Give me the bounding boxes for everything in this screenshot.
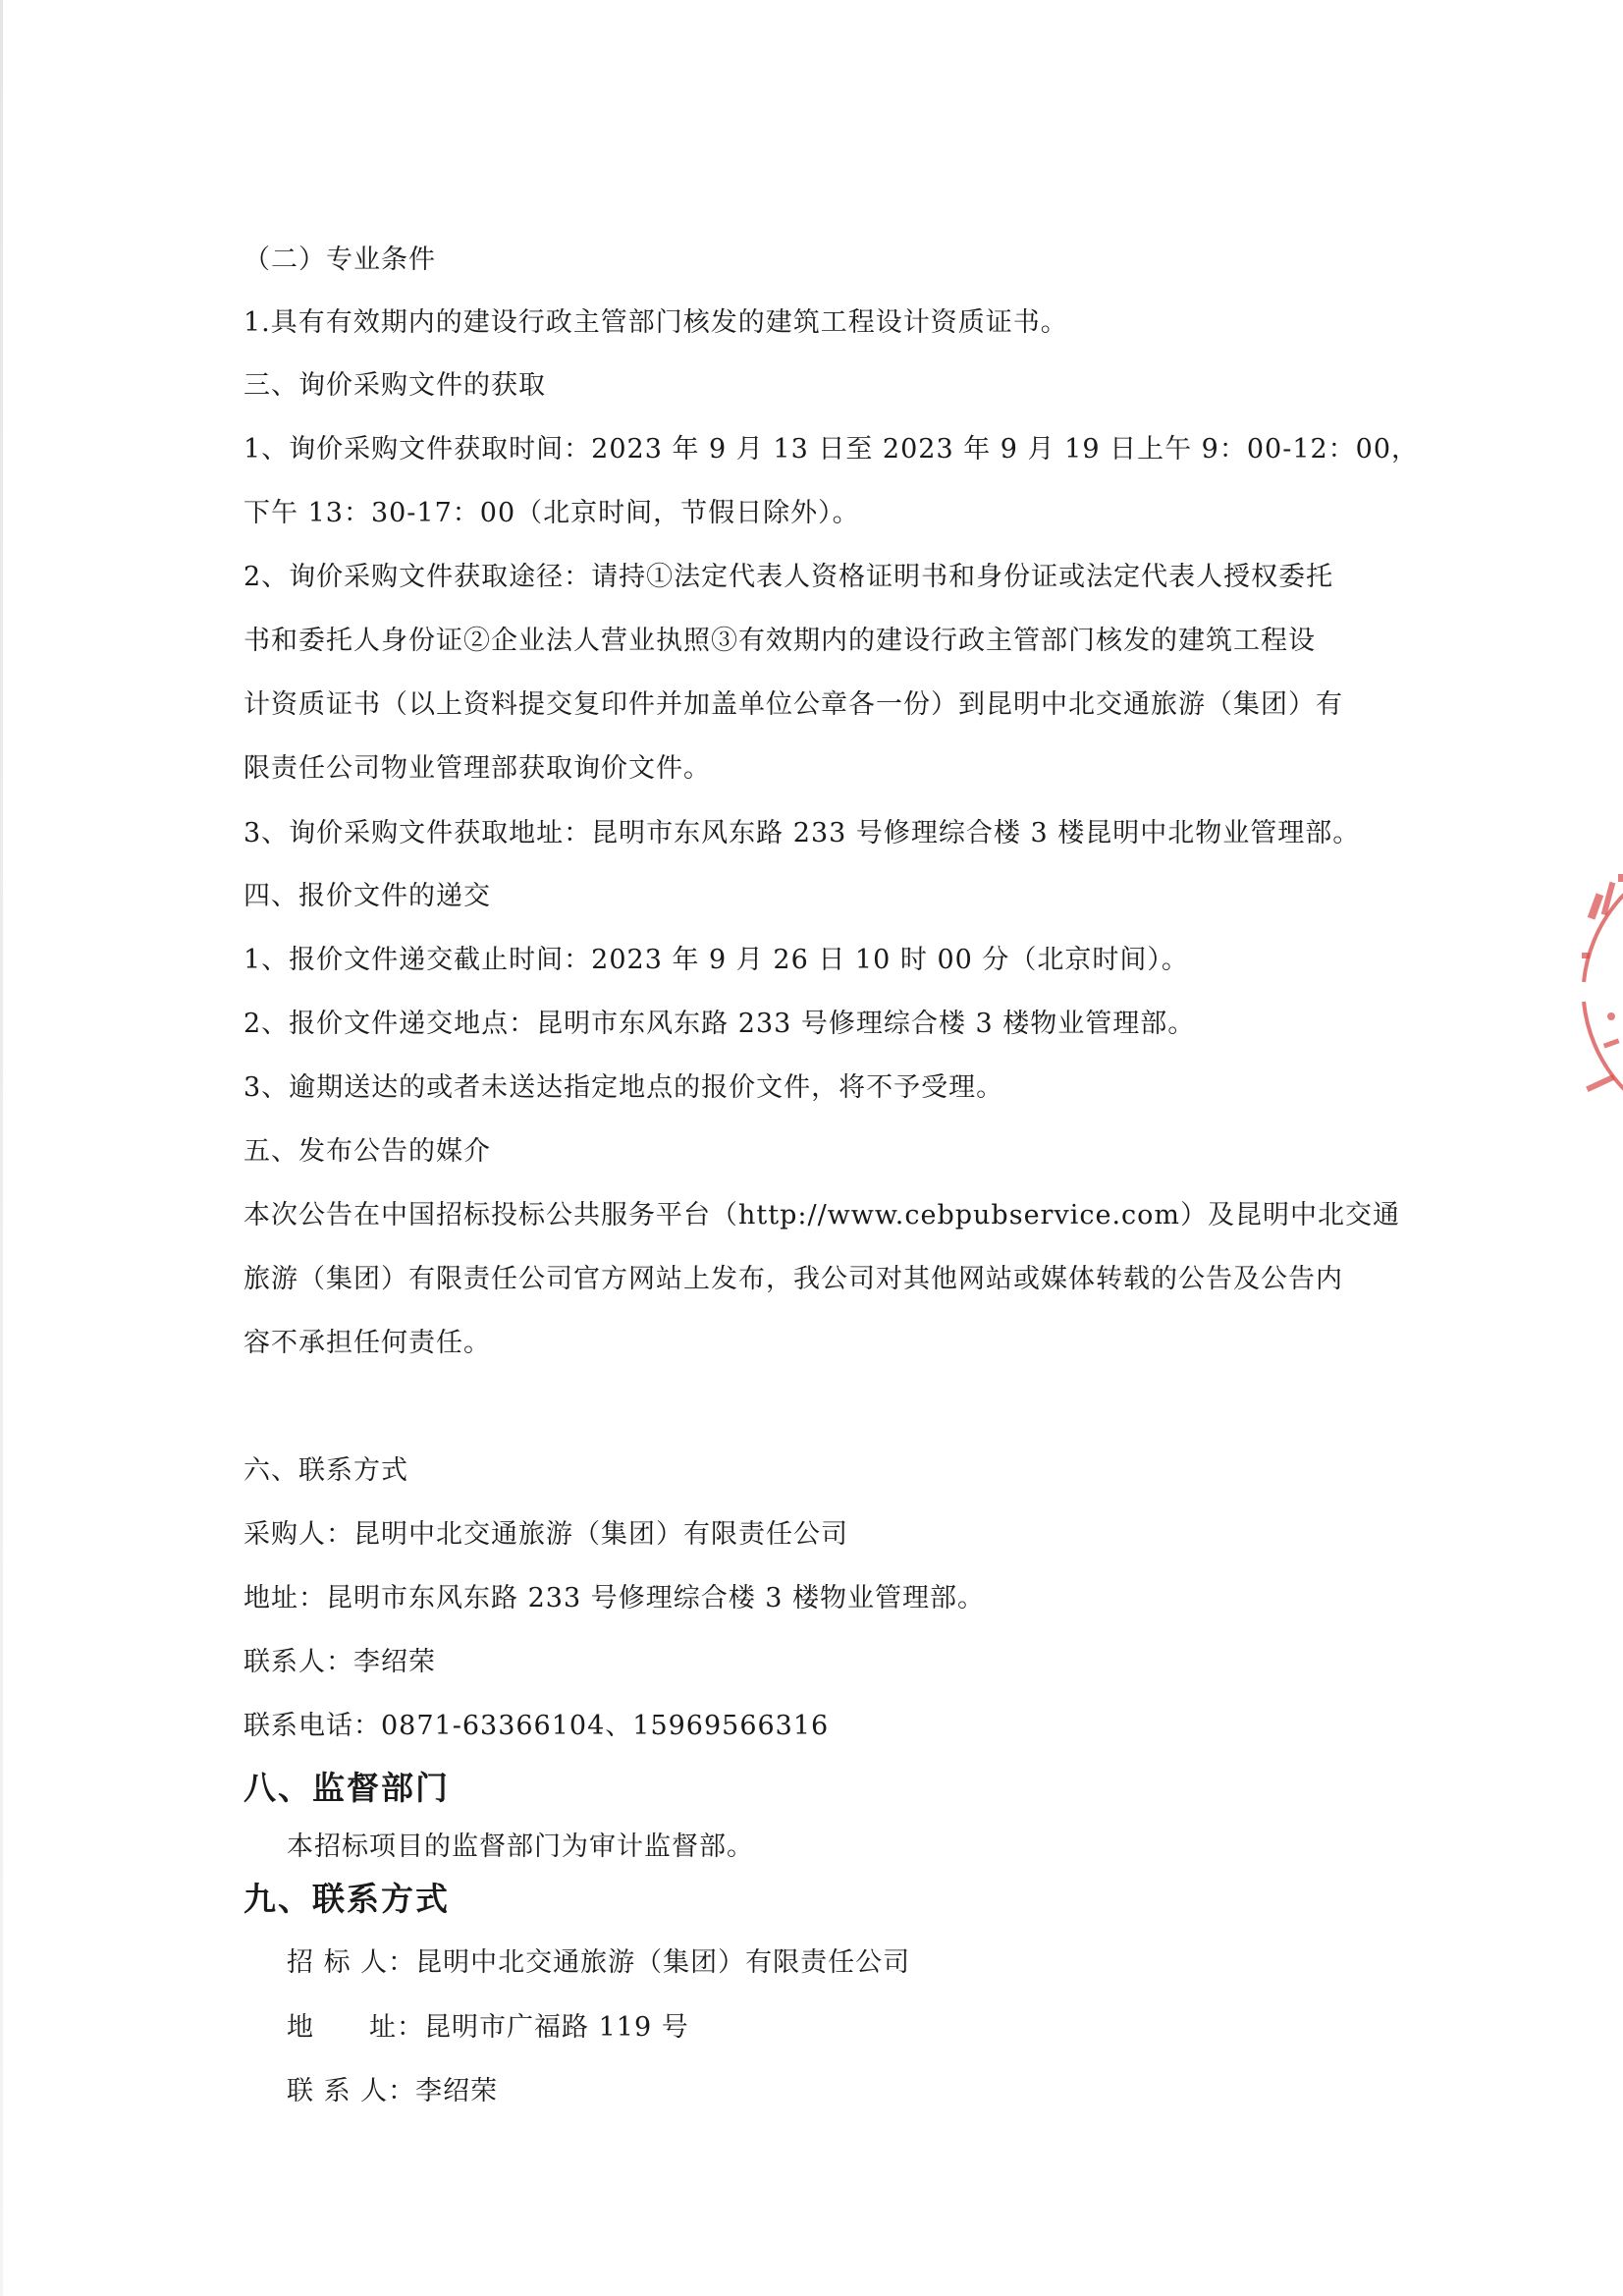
contact-label: 联 系 人： [287,2076,416,2106]
paragraph-line: 1、询价采购文件获取时间：2023 年 9 月 13 日至 2023 年 9 月 19 日上午 9：00-12：00， [243,434,1420,465]
paragraph-line: 旅游（集团）有限责任公司官方网站上发布，我公司对其他网站或媒体转载的公告及公告内 [243,1264,1343,1294]
section-heading-5: 五、发布公告的媒介 [243,1136,491,1167]
paragraph-line: 3、询价采购文件获取地址：昆明市东风东路 233 号修理综合楼 3 楼昆明中北物业管理部。 [243,818,1361,848]
paragraph-line: 容不承担任何责任。 [243,1328,491,1358]
subsection-heading-professional: （二）专业条件 [243,245,436,275]
paragraph-line: 下午 13：30-17：00（北京时间，节假日除外）。 [243,498,860,528]
contact-row-tenderer [287,1946,910,1980]
contact-value: 昆明中北交通旅游（集团）有限责任公司 [415,1947,911,1978]
paragraph-line: 地址：昆明市东风东路 233 号修理综合楼 3 楼物业管理部。 [243,1583,986,1613]
contact-label: 地 址： [287,2012,424,2043]
contact-row-address [287,2011,689,2045]
paragraph-line: 2、报价文件递交地点：昆明市东风东路 233 号修理综合楼 3 楼物业管理部。 [243,1009,1196,1039]
paragraph-line: 联系电话：0871-63366104、15969566316 [243,1711,830,1741]
contact-label: 招 标 人： [287,1947,416,1978]
paragraph-line: 3、逾期送达的或者未送达指定地点的报价文件，将不予受理。 [243,1072,1004,1103]
paragraph-line: 本次公告在中国招标投标公共服务平台（http://www.cebpubservice.com）及昆明中北交通 [243,1200,1401,1230]
section-heading-4: 四、报价文件的递交 [243,881,491,911]
paragraph-line: 采购人：昆明中北交通旅游（集团）有限责任公司 [243,1519,848,1550]
contact-value: 李绍荣 [415,2076,499,2106]
paragraph-line: 联系人：李绍荣 [243,1647,436,1677]
contact-value: 昆明市广福路 119 号 [424,2012,689,2043]
company-seal-stamp [1564,835,1623,1149]
scan-edge [0,0,3,2296]
contact-row-person [287,2075,498,2108]
paragraph-line: 2、询价采购文件获取途径：请持①法定代表人资格证明书和身份证或法定代表人授权委托 [243,562,1334,592]
section-heading-3: 三、询价采购文件的获取 [243,370,546,401]
paragraph-line: 限责任公司物业管理部获取询价文件。 [243,753,711,784]
section-heading-9: 九、联系方式 [243,1880,450,1918]
paragraph-line: 计资质证书（以上资料提交复印件并加盖单位公章各一份）到昆明中北交通旅游（集团）有 [243,689,1343,720]
supervision-text: 本招标项目的监督部门为审计监督部。 [287,1831,754,1862]
section-heading-8: 八、监督部门 [243,1769,450,1807]
section-heading-6: 六、联系方式 [243,1455,408,1486]
paragraph-line: 书和委托人身份证②企业法人营业执照③有效期内的建设行政主管部门核发的建筑工程设 [243,626,1316,656]
paragraph-line: 1、报价文件递交截止时间：2023 年 9 月 26 日 10 时 00 分（北京时间）。 [243,945,1189,975]
paragraph-line: 1.具有有效期内的建设行政主管部门核发的建筑工程设计资质证书。 [243,307,1068,338]
